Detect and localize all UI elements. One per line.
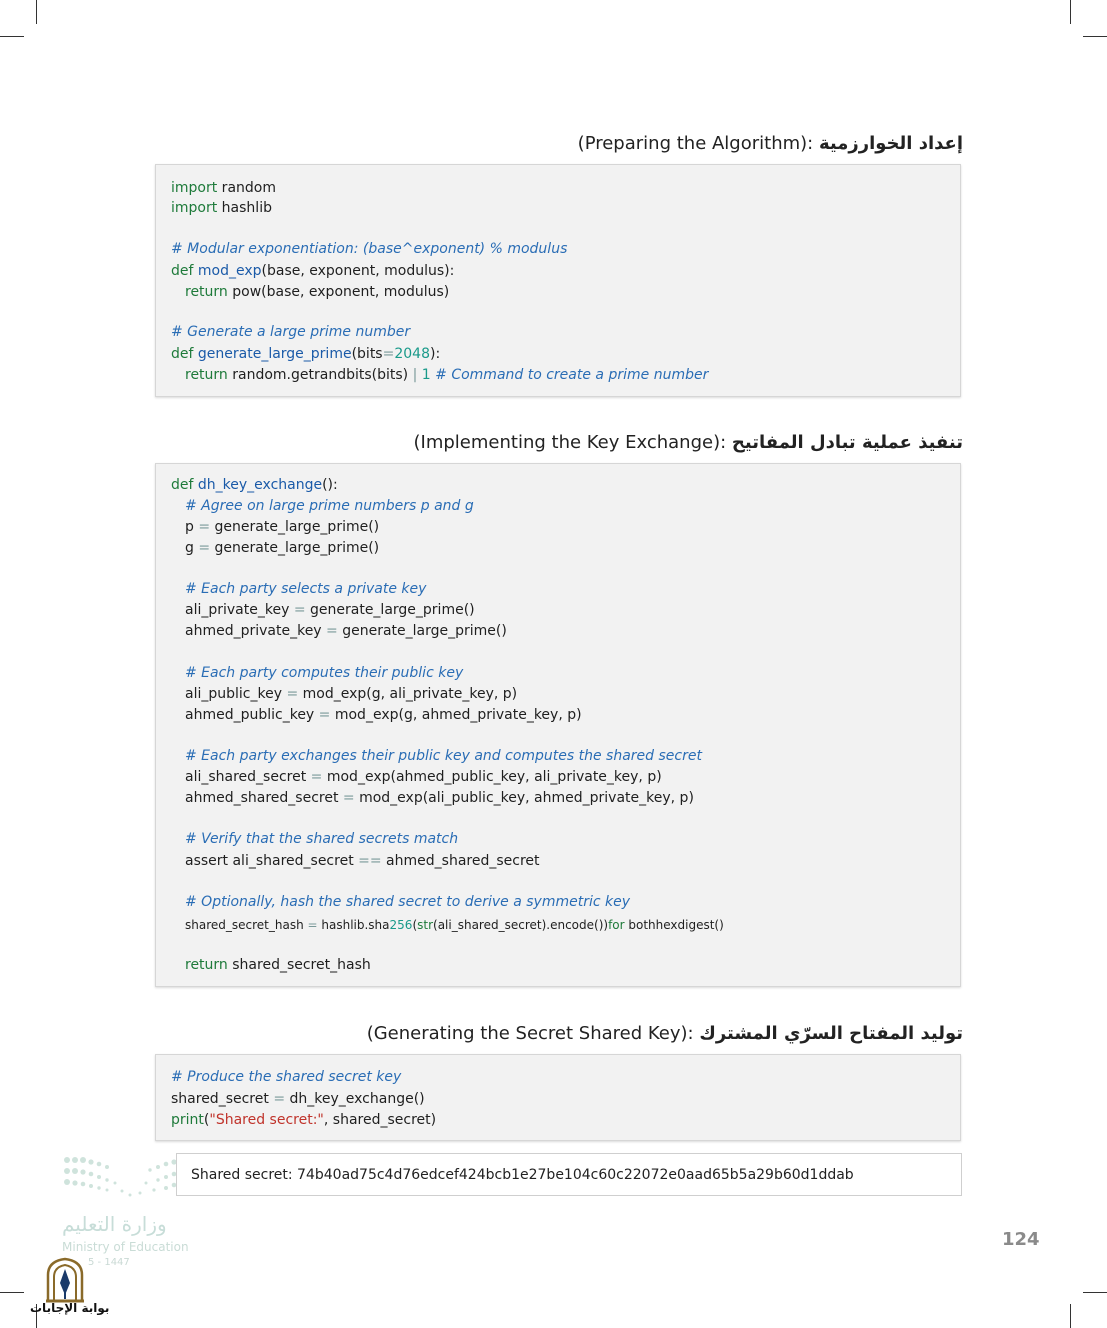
crop-mark bbox=[36, 0, 37, 24]
code-comment: # Agree on large prime numbers p and g bbox=[185, 498, 474, 514]
crop-mark bbox=[1070, 1304, 1071, 1328]
code-line: return pow(base, exponent, modulus) bbox=[185, 284, 450, 300]
code-comment: # Each party selects a private key bbox=[185, 581, 427, 597]
code-line: ali_public_key = mod_exp(g, ali_private_key, p) bbox=[185, 686, 518, 702]
code-line: print("Shared secret:", shared_secret) bbox=[171, 1112, 437, 1128]
code-block-generating bbox=[155, 1054, 961, 1141]
code-line: assert ali_shared_secret == ahmed_shared_secret bbox=[185, 853, 540, 869]
output-text: Shared secret: 74b40ad75c4d76edcef424bcb1e27be104c60c22072e0aad65b5a29b60d1ddab bbox=[191, 1167, 854, 1183]
page-number: 124 bbox=[1002, 1229, 1040, 1250]
portal-label: بوابة الإجابات bbox=[30, 1301, 110, 1315]
code-line: p = generate_large_prime() bbox=[185, 519, 380, 535]
crop-mark bbox=[1083, 36, 1107, 37]
code-line: return random.getrandbits(bits) | 1 # Command to create a prime number bbox=[185, 367, 709, 383]
code-comment: # Each party exchanges their public key and computes the shared secret bbox=[185, 748, 702, 764]
code-comment: # Optionally, hash the shared secret to derive a symmetric key bbox=[185, 894, 631, 910]
code-comment: # Verify that the shared secrets match bbox=[185, 831, 459, 847]
ministry-name-arabic: وزارة التعليم bbox=[62, 1212, 167, 1236]
code-line: ali_shared_secret = mod_exp(ahmed_public_key, ali_private_key, p) bbox=[185, 769, 662, 785]
heading-english: (Implementing the Key Exchange): bbox=[413, 432, 727, 453]
code-line: def dh_key_exchange(): bbox=[171, 477, 338, 493]
code-line: ali_private_key = generate_large_prime() bbox=[185, 602, 475, 618]
ministry-name-english: Ministry of Education bbox=[62, 1240, 189, 1254]
code-comment: # Produce the shared secret key bbox=[171, 1069, 402, 1085]
code-comment: # Each party computes their public key bbox=[185, 665, 464, 681]
portal-gate-icon bbox=[44, 1257, 86, 1303]
code-block-preparing bbox=[155, 164, 961, 397]
crop-mark bbox=[1070, 0, 1071, 24]
crop-mark bbox=[0, 36, 24, 37]
ministry-year: 5 - 1447 bbox=[88, 1257, 130, 1268]
heading-english: (Generating the Secret Shared Key): bbox=[366, 1023, 694, 1044]
code-line: def generate_large_prime(bits=2048): bbox=[171, 346, 441, 362]
crop-mark bbox=[1083, 1292, 1107, 1293]
code-comment: # Generate a large prime number bbox=[171, 324, 411, 340]
code-line: g = generate_large_prime() bbox=[185, 540, 380, 556]
section-heading-implementing bbox=[414, 432, 963, 453]
code-line: def mod_exp(base, exponent, modulus): bbox=[171, 263, 455, 279]
output-box bbox=[176, 1153, 962, 1196]
code-block-implementing bbox=[155, 463, 961, 987]
code-line: import random bbox=[171, 180, 276, 196]
code-comment: # Modular exponentiation: (base^exponent) % modulus bbox=[171, 241, 568, 257]
heading-arabic: تنفيذ عملية تبادل المفاتيح bbox=[731, 432, 963, 453]
crop-mark bbox=[0, 1292, 24, 1293]
code-line: shared_secret_hash = hashlib.sha256(str(ali_shared_secret).encode())for bothhexdigest() bbox=[185, 918, 724, 932]
code-line: return shared_secret_hash bbox=[185, 957, 371, 973]
heading-arabic: توليد المفتاح السرّي المشترك bbox=[699, 1023, 963, 1044]
code-line: ahmed_shared_secret = mod_exp(ali_public_key, ahmed_private_key, p) bbox=[185, 790, 694, 806]
heading-arabic: إعداد الخوارزمية bbox=[818, 133, 963, 154]
code-line: ahmed_private_key = generate_large_prime() bbox=[185, 623, 507, 639]
heading-english: (Preparing the Algorithm): bbox=[577, 133, 814, 154]
code-line: import hashlib bbox=[171, 200, 272, 216]
section-heading-preparing bbox=[578, 133, 963, 154]
code-line: shared_secret = dh_key_exchange() bbox=[171, 1091, 425, 1107]
code-line: ahmed_public_key = mod_exp(g, ahmed_private_key, p) bbox=[185, 707, 582, 723]
section-heading-generating bbox=[367, 1023, 963, 1044]
